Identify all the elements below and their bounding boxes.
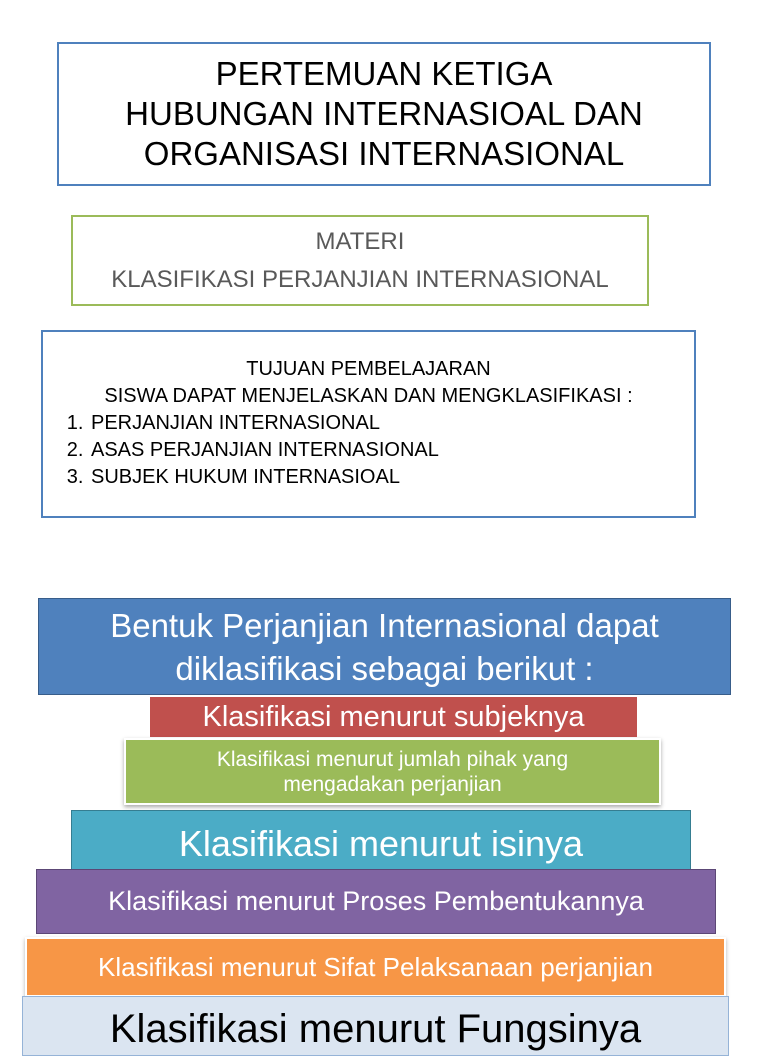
- objectives-heading: TUJUAN PEMBELAJARAN: [246, 358, 491, 380]
- title-line-1: PERTEMUAN KETIGA: [215, 55, 553, 92]
- materi-box: [71, 215, 649, 306]
- objective-item: 1. PERJANJIAN INTERNASIONAL: [89, 410, 686, 437]
- classification-by-parties-line-1: Klasifikasi menurut jumlah pihak yang: [216, 747, 569, 771]
- classification-header-line-1: Bentuk Perjanjian Internasional dapat: [110, 606, 659, 644]
- objectives-intro: SISWA DAPAT MENJELASKAN DAN MENGKLASIFIKASI :: [104, 385, 633, 407]
- objectives-list: [51, 410, 686, 491]
- classification-by-implementation-label: Klasifikasi menurut Sifat Pelaksanaan perjanjian: [98, 951, 653, 982]
- title-box: [57, 42, 711, 186]
- classification-by-formation-label: Klasifikasi menurut Proses Pembentukannya: [108, 886, 644, 916]
- classification-header-line-2: diklasifikasi sebagai berikut :: [175, 649, 594, 687]
- classification-by-formation: [36, 869, 716, 934]
- classification-by-subject: [150, 697, 637, 737]
- title-line-3: ORGANISASI INTERNASIONAL: [143, 135, 625, 172]
- objective-item: 2. ASAS PERJANJIAN INTERNASIONAL: [89, 437, 686, 464]
- classification-by-content: [71, 810, 691, 872]
- title-line-2: HUBUNGAN INTERNASIOAL DAN: [125, 95, 643, 132]
- classification-by-function: [22, 996, 729, 1056]
- materi-topic: KLASIFIKASI PERJANJIAN INTERNASIONAL: [111, 265, 609, 293]
- learning-objectives-box: [41, 330, 696, 518]
- materi-label: MATERI: [315, 227, 405, 255]
- classification-header: [38, 598, 731, 695]
- classification-by-parties: [124, 738, 661, 805]
- classification-by-parties-line-2: mengadakan perjanjian: [283, 772, 502, 796]
- classification-by-implementation: [25, 937, 726, 997]
- classification-by-function-label: Klasifikasi menurut Fungsinya: [109, 1007, 642, 1051]
- objective-item: 3. SUBJEK HUKUM INTERNASIOAL: [89, 464, 686, 491]
- classification-by-content-label: Klasifikasi menurut isinya: [178, 823, 584, 864]
- classification-by-subject-label: Klasifikasi menurut subjeknya: [202, 700, 585, 733]
